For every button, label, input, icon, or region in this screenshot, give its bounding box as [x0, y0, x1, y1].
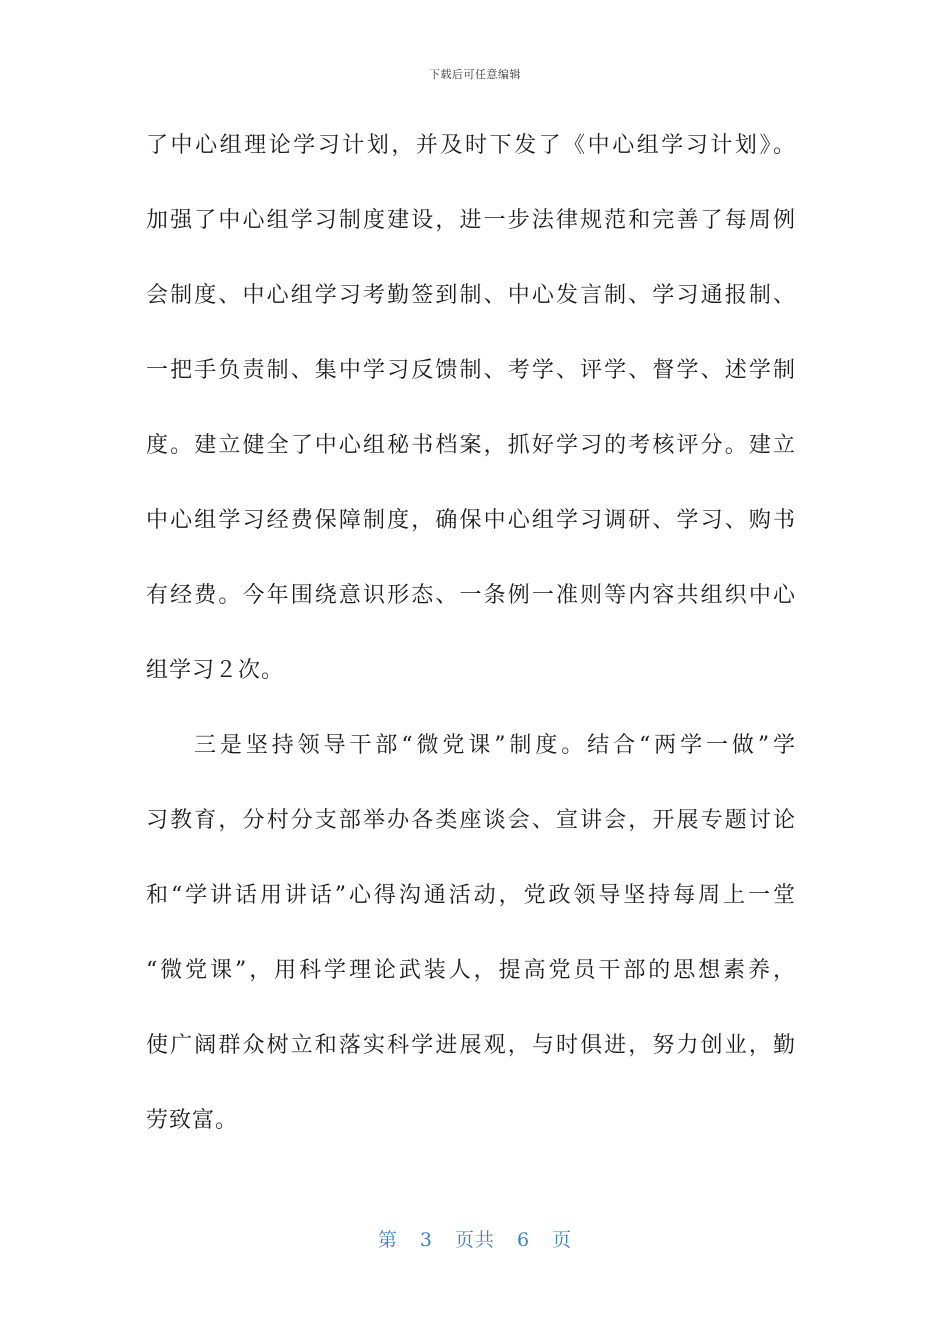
body-line-9: 三是坚持领导干部“微党课”制度。结合“两学一做”学	[194, 733, 796, 758]
body-line-11: 和“学讲话用讲话”心得沟通活动，党政领导坚持每周上一堂	[146, 883, 796, 908]
footer-prefix: 第	[377, 1229, 398, 1251]
footer-middle: 页共	[454, 1229, 495, 1251]
body-line-12: “微党课”，用科学理论武装人，提高党员干部的思想素养，	[146, 958, 796, 983]
page-footer	[0, 1225, 950, 1252]
footer-total-pages: 6	[517, 1229, 531, 1251]
footer-suffix: 页	[552, 1229, 573, 1251]
body-line-14: 劳致富。	[146, 1108, 239, 1133]
body-line-3: 会制度、中心组学习考勤签到制、中心发言制、学习通报制、	[146, 283, 796, 308]
body-line-2: 加强了中心组学习制度建设，进一步法律规范和完善了每周例	[146, 208, 796, 233]
body-line-6: 中心组学习经费保障制度，确保中心组学习调研、学习、购书	[146, 508, 796, 533]
body-line-5: 度。建立健全了中心组秘书档案，抓好学习的考核评分。建立	[146, 433, 796, 458]
body-line-13: 使广阔群众树立和落实科学进展观，与时俱进，努力创业，勤	[146, 1033, 796, 1058]
page-header-note: 下载后可任意编辑	[429, 68, 521, 81]
footer-current-page: 3	[419, 1229, 433, 1251]
body-line-7: 有经费。今年围绕意识形态、一条例一准则等内容共组织中心	[146, 583, 796, 608]
body-line-10: 习教育，分村分支部举办各类座谈会、宣讲会，开展专题讨论	[146, 808, 796, 833]
body-line-1: 了中心组理论学习计划，并及时下发了《中心组学习计划》。	[146, 133, 796, 158]
body-line-4: 一把手负责制、集中学习反馈制、考学、评学、督学、述学制	[146, 358, 796, 383]
body-line-8: 组学习２次。	[146, 658, 285, 683]
document-body	[146, 108, 796, 1158]
